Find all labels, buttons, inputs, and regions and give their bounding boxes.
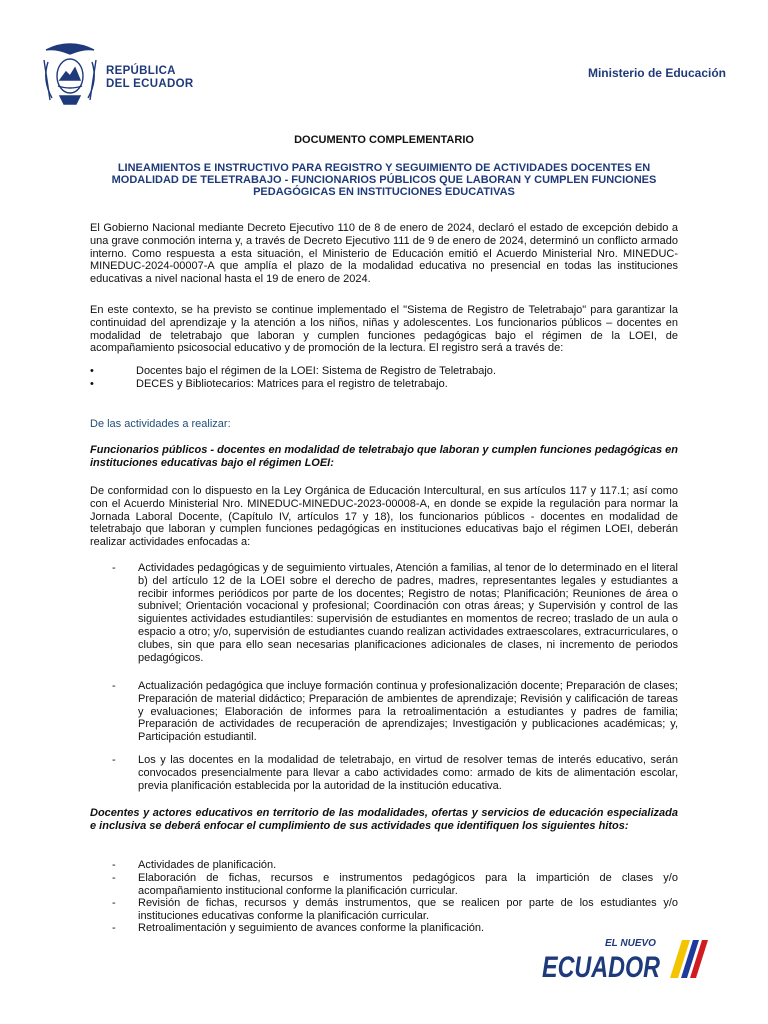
republica-line1: REPÚBLICA: [106, 65, 176, 77]
logo-main-text: ECUADOR: [542, 951, 661, 984]
dash-mark: -: [112, 859, 116, 871]
section-heading: De las actividades a realizar:: [90, 418, 231, 430]
document-title: DOCUMENTO COMPLEMENTARIO: [294, 134, 474, 146]
subheading-especializada: Docentes y actores educativos en territorio de las modalidades, ofertas y servicios de educación especializada e inclusiva se deberá enfocar el cumplimiento de sus actividades que identifiquen los siguientes hitos:: [90, 807, 678, 832]
dash-mark: -: [112, 680, 116, 692]
dash-mark: -: [112, 922, 116, 934]
bullet-text: DECES y Bibliotecarios: Matrices para el registro de teletrabajo.: [136, 378, 448, 390]
paragraph-context: En este contexto, se ha previsto se continue implementado el "Sistema de Registro de Teletrabajo" para garantizar la continuidad del aprendizaje y la atención a los niños, niñas y adolescentes. Los funcionarios públicos – docentes en modalidad de teletrabajo que laboran y cumplen funciones pedagógicas bajo el régimen de la LOEI, de acompañamiento psicosocial educativo y de promoción de la lectura. El registro será a través de:: [90, 304, 678, 355]
el-nuevo-ecuador-logo: [540, 934, 710, 984]
dash-mark: -: [112, 754, 116, 766]
republica-ecuador-logo: [38, 40, 218, 110]
dash-mark: -: [112, 562, 116, 574]
flag-stripes-icon: [670, 940, 708, 978]
bullet-mark: •: [90, 378, 94, 390]
activity-text: Los y las docentes en la modalidad de teletrabajo, en virtud de resolver temas de interés educativo, serán convocados presencialmente para llevar a cabo actividades como: armado de kits de alimentación escolar, previa planificación establecida por la autoridad de la institución educativa.: [138, 754, 678, 792]
dash-mark: -: [112, 897, 116, 909]
paragraph-intro: El Gobierno Nacional mediante Decreto Ejecutivo 110 de 8 de enero de 2024, declaró el estado de excepción debido a una grave conmoción interna y, a través de Decreto Ejecutivo 111 de 9 de enero de 2024, determinó un conflicto armado interno. Como respuesta a esta situación, el Ministerio de Educación emitió el Acuerdo Ministerial Nro. MINEDUC-MINEDUC-2024-00007-A que amplía el plazo de la modalidad educativa no presencial en todas las instituciones educativas a nivel nacional hasta el 19 de enero de 2024.: [90, 222, 678, 286]
hito-text: Elaboración de fichas, recursos e instrumentos pedagógicos para la impartición de clases y/o acompañamiento institucional conforme la planificación curricular.: [138, 872, 678, 897]
hito-text: Actividades de planificación.: [138, 859, 277, 871]
coat-of-arms-icon: [38, 40, 102, 110]
dash-mark: -: [112, 872, 116, 884]
hito-text: Revisión de fichas, recursos y demás instrumentos, que se realicen por parte de los estudiantes y/o instituciones educativas conforme la planificación curricular.: [138, 897, 678, 922]
logo-top-text: EL NUEVO: [605, 938, 656, 949]
bullet-text: Docentes bajo el régimen de la LOEI: Sistema de Registro de Teletrabajo.: [136, 365, 496, 377]
bullet-mark: •: [90, 365, 94, 377]
activity-text: Actualización pedagógica que incluye formación continua y profesionalización docente; Preparación de clases; Preparación de material didáctico; Preparación de ambientes de aprendizaje; Revisión y calificación de tareas y evaluaciones; Elaboración de informes para la retroalimentación a estudiantes y padres de familia; Preparación de actividades de recuperación de aprendizajes; Investigación y publicaciones académicas; y, Participación estudiantil.: [138, 680, 678, 744]
ministry-name: Ministerio de Educación: [587, 66, 726, 80]
hito-text: Retroalimentación y seguimiento de avances conforme la planificación.: [138, 922, 485, 934]
republica-del-ecuador-text: [106, 65, 193, 91]
activity-text: Actividades pedagógicas y de seguimiento virtuales, Atención a familias, al tenor de lo determinado en el literal b) del artículo 12 de la LOEI sobre el derecho de padres, madres, representantes legales y estudiantes a recibir informes periódicos por parte de los docentes; Registro de notas; Planificación; Reuniones de área o subnivel; Orientación vocacional y profesional; Coordinación con otras áreas; y Supervisión y control de las siguientes actividades estudiantiles: supervisión de estudiantes en momentos de recreo; traslado de un aula o espacio a otro; y/o, supervisión de estudiantes cuando realizan actividades extraescolares, extracurriculares, o clubes, sin que para ello sean necesarias planificaciones adicionales de clases, ni incremento de periodos pedagógicos.: [138, 562, 678, 664]
main-title: LINEAMIENTOS E INSTRUCTIVO PARA REGISTRO Y SEGUIMIENTO DE ACTIVIDADES DOCENTES EN MODALIDAD DE TELETRABAJO - FUNCIONARIOS PÚBLICOS QUE LABORAN Y CUMPLEN FUNCIONES PEDAGÓGICAS EN INSTITUCIONES EDUCATIVAS: [111, 162, 657, 198]
subheading-loei: Funcionarios públicos - docentes en modalidad de teletrabajo que laboran y cumplen funciones pedagógicas en instituciones educativas bajo el régimen LOEI:: [90, 444, 678, 469]
republica-line2: DEL ECUADOR: [106, 78, 194, 90]
paragraph-legal: De conformidad con lo dispuesto en la Ley Orgánica de Educación Intercultural, en sus artículos 117 y 117.1; así como con el Acuerdo Ministerial Nro. MINEDUC-MINEDUC-2023-00008-A, en donde se expide la regulación para normar la Jornada Laboral Docente, (Capítulo IV, artículos 17 y 18), los funcionarios públicos - docentes en modalidad de teletrabajo que laboran y cumplen funciones pedagógicas en instituciones educativas bajo el régimen LOEI, deberán realizar actividades enfocadas a:: [90, 485, 678, 549]
